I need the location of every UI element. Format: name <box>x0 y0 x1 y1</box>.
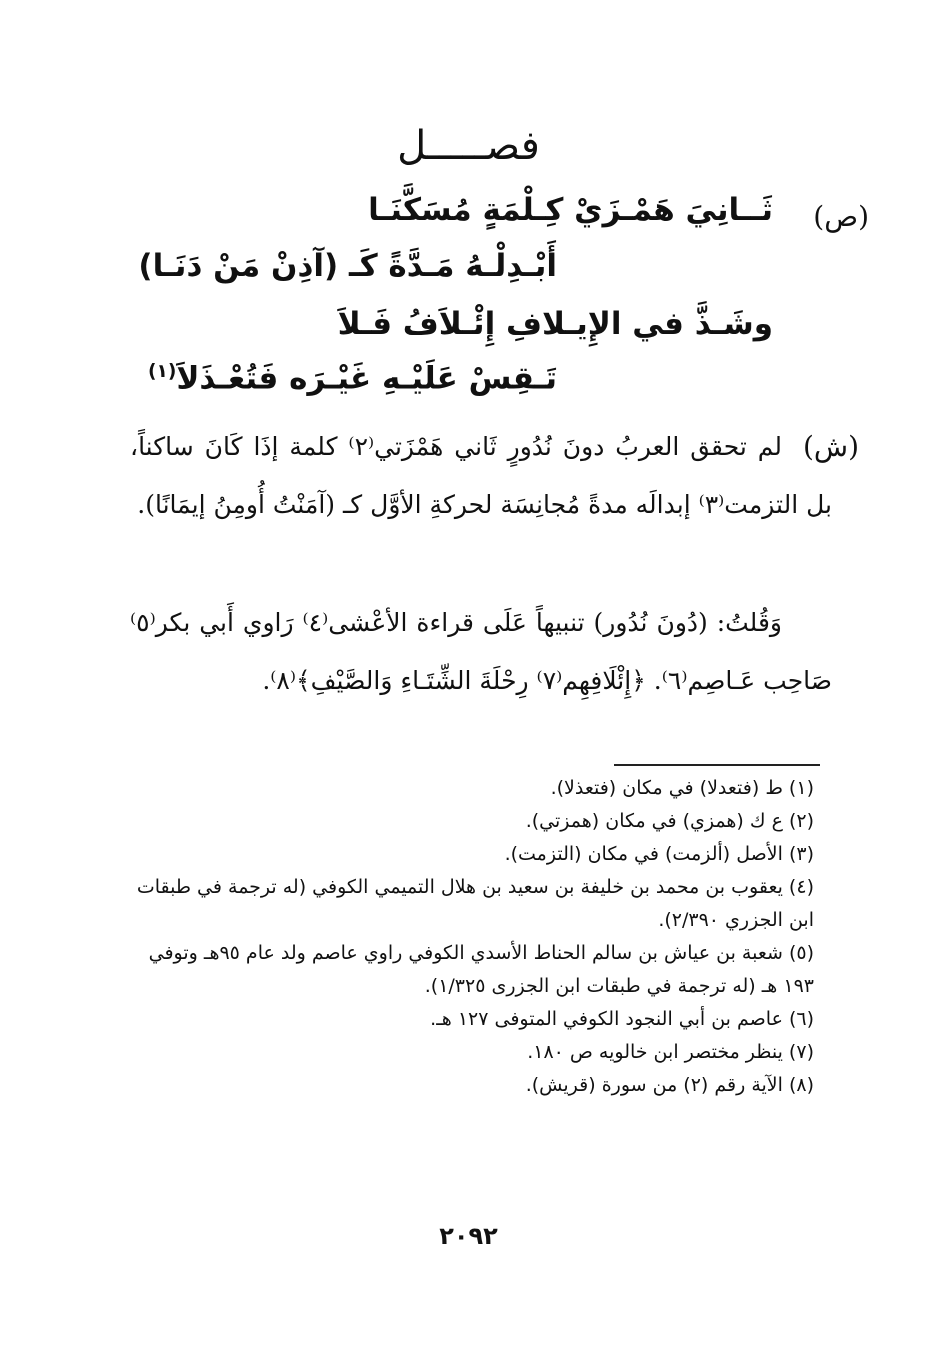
verse-line-4-text: تَـقِسْ عَلَيْـهِ غَيْـرَه فَتُعْـذَلاَ <box>176 360 557 397</box>
paragraph-text: لم تحقق العربُ دونَ نُدُورٍ ثَاني هَمْزَتي⁽٢⁾ كلمة إذَا كَانَ ساكناً، بل التزمت⁽٣⁾ إبدالَه مدةً مُجانِسَة لحركةِ الأوَّل كـ (آمَنْتُ أُومِنُ إيمَانًا). <box>130 432 832 519</box>
verse-line-4 <box>148 350 557 400</box>
verse-label: (ص) <box>813 200 869 233</box>
footnote-item: (٨) الآية رقم (٢) من سورة (قريش). <box>525 1074 814 1096</box>
footnote-item: (٧) ينظر مختصر ابن خالويه ص ١٨٠. <box>527 1041 814 1063</box>
commentary-paragraph-1 <box>130 418 832 534</box>
footnote-item: (٤) يعقوب بن محمد بن خليفة بن سعيد بن هلال التميمي الكوفي (له ترجمة في طبقات ابن الجزري ٢/٣٩٠). <box>136 876 814 931</box>
footnote-item: (٢) ع ك (همزي) في مكان (همزتي). <box>525 810 814 832</box>
footnote-ref: (١) <box>147 361 177 382</box>
paragraph-text: وَقُلتُ: (دُونَ نُدُور) تنبيهاً عَلَى قراءة الأعْشى⁽٤⁾ رَاوي أَبي بكر⁽٥⁾ صَاحِب عَـاصِم⁽٦⁾. ﴿إِئْلَافِهِم⁽٧⁾ رِحْلَةَ الشِّتَـاءِ وَالصَّيْفِ﴾⁽٨⁾. <box>130 608 832 695</box>
verse-line-2: أَبْـدِلْـهُ مَـدَّةً كَـ (آذِنْ مَنْ دَنَـا) <box>138 248 557 284</box>
section-heading: فصـــــل <box>397 123 540 169</box>
commentary-paragraph-2 <box>130 594 832 710</box>
page-number: ٢٠٩٢ <box>439 1222 498 1250</box>
footnotes-list <box>130 772 814 1102</box>
footnote-item: (٦) عاصم بن أبي النجود الكوفي المتوفى ١٢٧ هـ. <box>430 1008 814 1030</box>
footnote-divider <box>614 764 820 766</box>
verse-line-1: ثَــانِيَ هَمْـزَيْ كِـلْمَةٍ مُسَكَّنَـا <box>368 192 773 228</box>
commentary-label: (ش) <box>802 430 859 463</box>
verse-line-3: وشَـذَّ في الإِيـلافِ إِئْـلاَفُ فَـلاَ <box>337 306 773 342</box>
footnote-item: (١) ط (فتعدلا) في مكان (فتعذلا). <box>550 777 814 799</box>
footnote-item: (٣) الأصل (ألزمت) في مكان (التزمت). <box>504 843 814 865</box>
footnote-item: (٥) شعبة بن عياش بن سالم الحناط الأسدي الكوفي راوي عاصم ولد عام ٩٥هـ وتوفي ١٩٣ هـ (له ترجمة في طبقات ابن الجزرى ١/٣٢٥). <box>148 942 814 997</box>
